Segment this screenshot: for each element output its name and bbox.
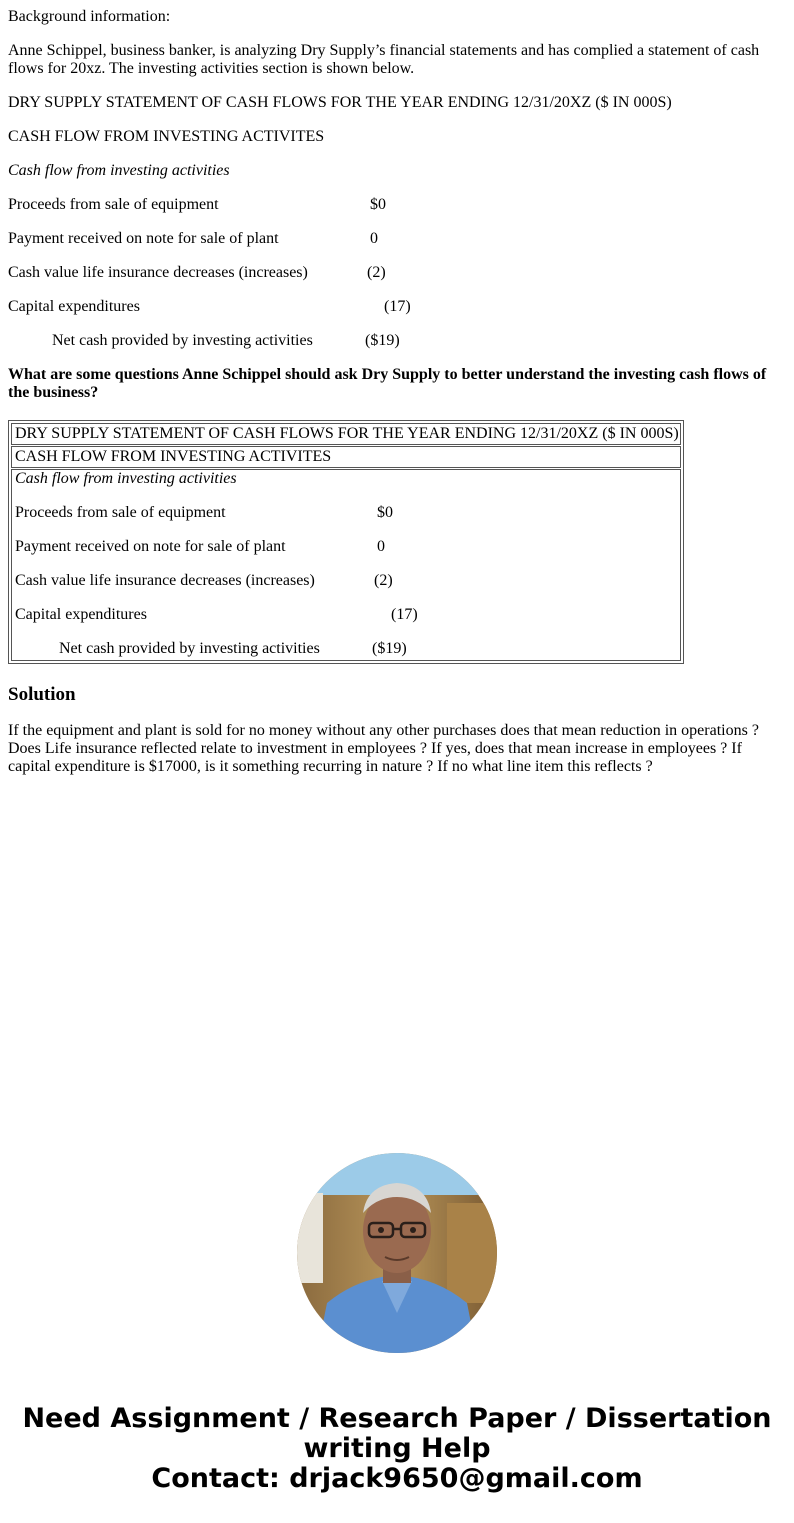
table-row (15, 640, 677, 658)
table-row-value: ($19) (372, 640, 407, 657)
section-heading: CASH FLOW FROM INVESTING ACTIVITES (8, 128, 325, 145)
banner-line-1: Need Assignment / Research Paper / Dissertation (22, 1403, 772, 1434)
banner-line-2: writing Help (303, 1433, 491, 1464)
table-row-label: Proceeds from sale of equipment (15, 504, 226, 521)
table-row-label: Cash value life insurance decreases (increases) (15, 572, 315, 589)
question-text: What are some questions Anne Schippel should ask Dry Supply to better understand the investing cash flows of the business? (8, 366, 767, 401)
table-row-value: 0 (377, 538, 385, 555)
table-row-label: Capital expenditures (15, 606, 147, 623)
table-title-cell: DRY SUPPLY STATEMENT OF CASH FLOWS FOR THE YEAR ENDING 12/31/20XZ ($ IN 000S) (11, 423, 681, 445)
table-subheading: Cash flow from investing activities (15, 470, 237, 487)
line-item-value: (17) (384, 298, 411, 315)
line-item-capex (8, 298, 786, 316)
line-item-net-cash (8, 332, 786, 350)
table-section-cell: CASH FLOW FROM INVESTING ACTIVITES (11, 446, 681, 468)
author-avatar (297, 1153, 497, 1353)
table-row-value: (17) (391, 606, 418, 623)
intro-paragraph: Anne Schippel, business banker, is analyzing Dry Supply’s financial statements and has complied a statement of cash flows for 20xz. The investing activities section is shown below. (8, 42, 760, 77)
line-item-value: (2) (367, 264, 386, 281)
line-item-label: Cash value life insurance decreases (increases) (8, 264, 308, 281)
line-item-life-insurance (8, 264, 786, 282)
table-row (15, 504, 677, 522)
table-row-value: $0 (377, 504, 393, 521)
line-item-equipment (8, 196, 786, 214)
line-item-value: $0 (370, 196, 386, 213)
line-item-value: ($19) (365, 332, 400, 349)
line-item-value: 0 (370, 230, 378, 247)
background-label: Background information: (8, 8, 171, 25)
contact-banner (0, 1404, 794, 1494)
investing-subheading: Cash flow from investing activities (8, 162, 230, 179)
author-portrait-image (297, 1153, 497, 1353)
solution-heading: Solution (8, 684, 76, 705)
statement-title: DRY SUPPLY STATEMENT OF CASH FLOWS FOR THE YEAR ENDING 12/31/20XZ ($ IN 000S) (8, 94, 672, 111)
banner-contact-line[interactable]: Contact: drjack9650@gmail.com (151, 1463, 643, 1494)
table-items-cell (11, 469, 681, 661)
solution-text: If the equipment and plant is sold for no money without any other purchases does that mean reduction in operations ? Does Life insurance reflected relate to investment in employees ? If yes, does that mean increase in employees ? If capital expenditure is $17000, is it something recurring in nature ? If no what line item this reflects ? (8, 722, 759, 775)
cash-flow-table (8, 420, 684, 664)
table-row-label: Net cash provided by investing activities (59, 640, 320, 657)
table-row-label: Payment received on note for sale of plant (15, 538, 286, 555)
table-row-value: (2) (374, 572, 393, 589)
line-item-label: Capital expenditures (8, 298, 140, 315)
line-item-label: Net cash provided by investing activities (52, 332, 313, 349)
table-row (15, 606, 677, 624)
table-row (15, 538, 677, 556)
line-item-label: Payment received on note for sale of plant (8, 230, 279, 247)
table-row (15, 572, 677, 590)
line-item-note-plant (8, 230, 786, 248)
line-item-label: Proceeds from sale of equipment (8, 196, 219, 213)
